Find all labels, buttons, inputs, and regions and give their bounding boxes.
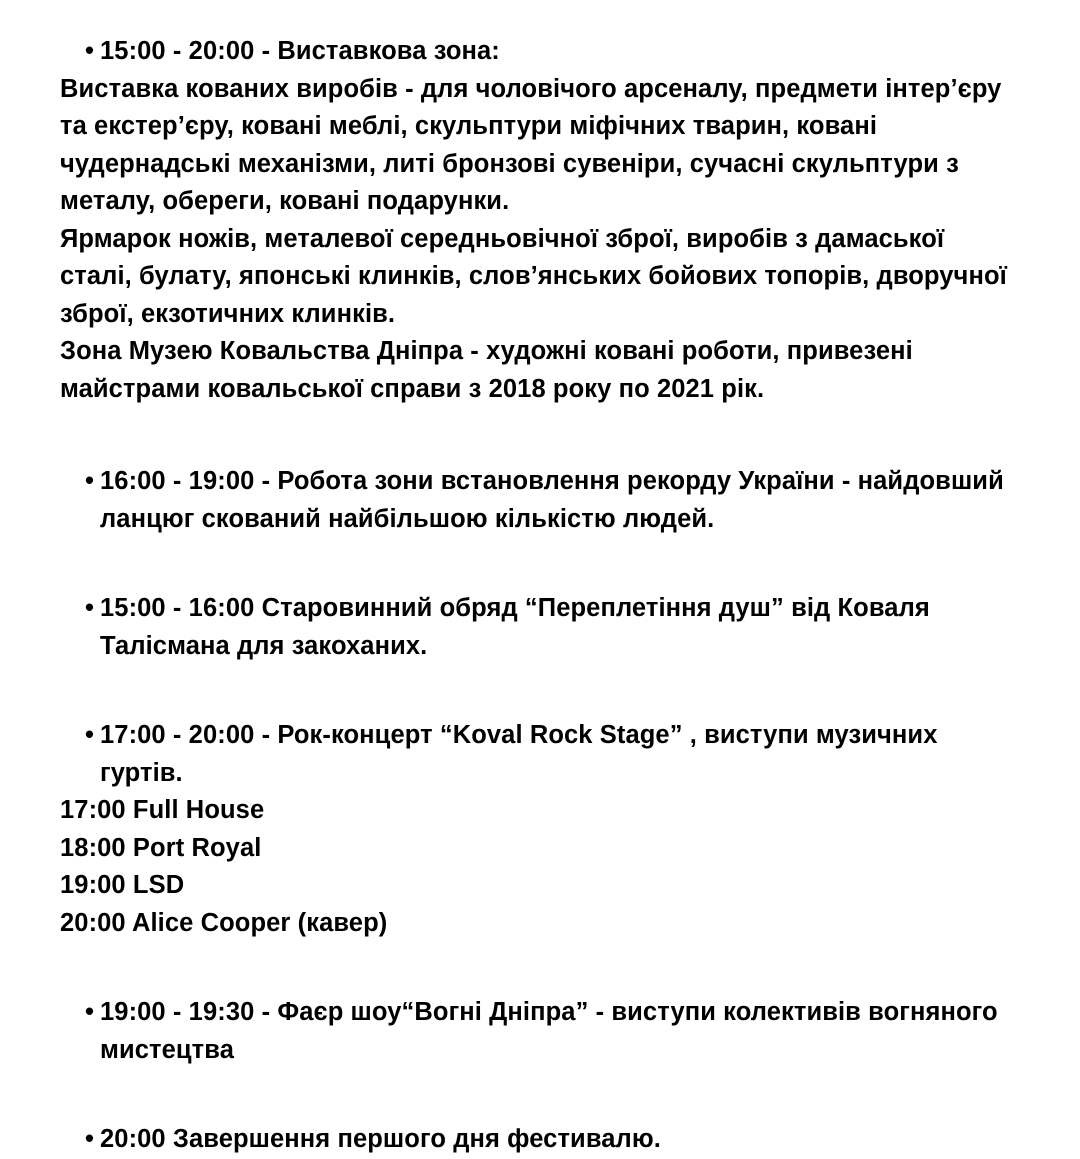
bullet-icon: • (85, 998, 95, 1026)
list-item-label: 20:00 Завершення першого дня фестивалю. (100, 1125, 661, 1153)
paragraph-knife-fair: Ярмарок ножів, металевої середньовічної зброї, виробів з дамаської сталі, булату, японські клинків, слов’янських бойових топорів, дворучної зброї, екзотичних клинків. (60, 224, 1007, 328)
spacer (0, 408, 1080, 463)
lineup-entry: 19:00 LSD (60, 871, 185, 899)
spacer (0, 538, 1080, 590)
lineup-entry: 17:00 Full House (60, 796, 265, 824)
paragraph-exhibition-goods: Виставка кованих виробів - для чоловічого арсеналу, предмети інтер’єру та екстер’єру, ковані меблі, скульптури міфічних тварин, ковані чудернадські механізми, литі бронзові сувеніри, сучасні скульптури з металу, обереги, ковані подарунки. (60, 74, 1002, 215)
list-item-ancient-ritual (0, 590, 1080, 665)
list-item-label: 17:00 - 20:00 - Рок-концерт “Koval Rock Stage” , виступи музичних гуртів. (100, 721, 938, 787)
concert-lineup (0, 792, 1080, 942)
list-item-exhibition-zone (0, 33, 1080, 71)
list-item-festival-closing (0, 1121, 1080, 1159)
list-item-label: 16:00 - 19:00 - Робота зони встановлення рекорду України - найдовший ланцюг скований найбільшою кількістю людей. (100, 467, 1004, 533)
lineup-entry: 18:00 Port Royal (60, 833, 262, 862)
list-item-record-zone (0, 463, 1080, 538)
spacer (0, 665, 1080, 717)
list-item-rock-concert (0, 717, 1080, 792)
list-item-label: 15:00 - 20:00 - Виставкова зона: (100, 37, 500, 65)
spacer (0, 1069, 1080, 1121)
bullet-icon: • (85, 594, 95, 622)
paragraph-museum-zone: Зона Музею Ковальства Дніпра - художні ковані роботи, привезені майстрами ковальської справи з 2018 року по 2021 рік. (60, 337, 913, 403)
lineup-entry: 20:00 Alice Cooper (кавер) (60, 908, 388, 937)
spacer (0, 942, 1080, 994)
bullet-icon: • (85, 37, 95, 65)
list-item-label: 19:00 - 19:30 - Фаєр шоу“Вогні Дніпра” - виступи колективів вогняного мистецтва (100, 998, 998, 1064)
list-item-label: 15:00 - 16:00 Старовинний обряд “Переплетіння душ” від Коваля Талісмана для закоханих. (100, 594, 930, 660)
bullet-icon: • (85, 721, 95, 749)
bullet-icon: • (85, 1125, 95, 1153)
list-item-fire-show (0, 994, 1080, 1069)
bullet-icon: • (85, 467, 95, 495)
